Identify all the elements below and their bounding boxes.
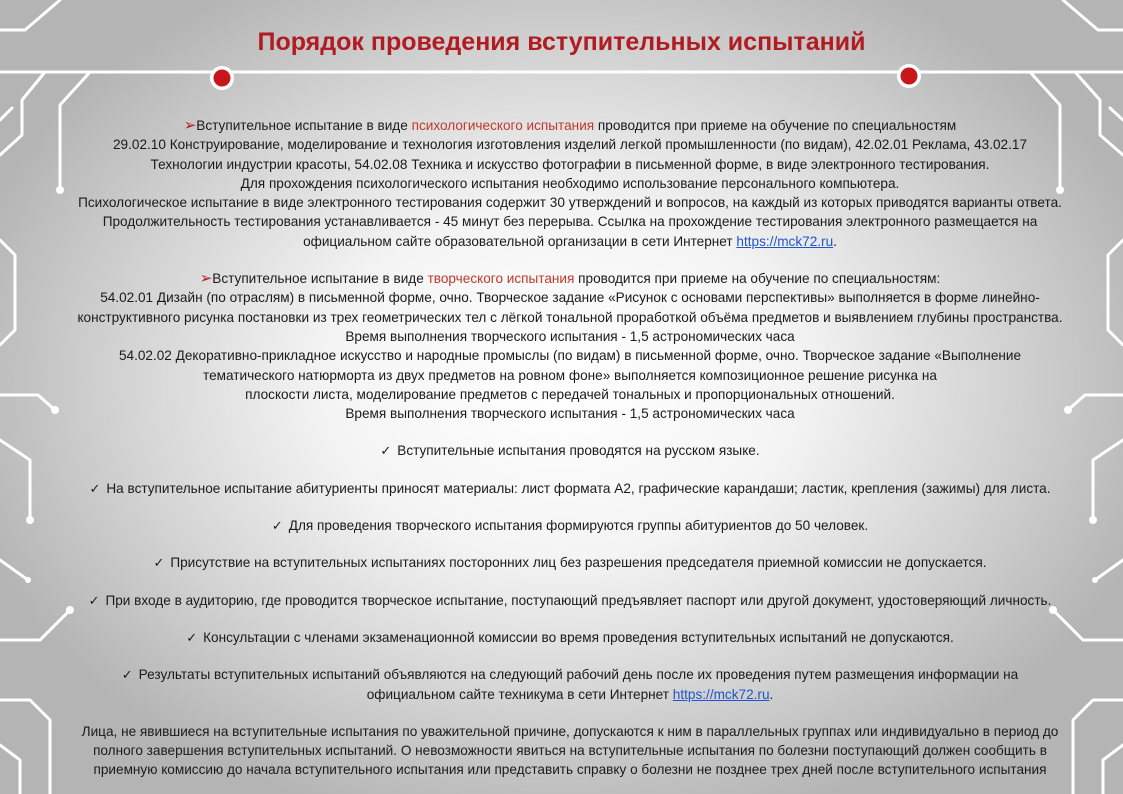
check-item: ✓ Присутствие на вступительных испытаниях посторонних лиц без разрешения председателя приемной комиссии не допускается.	[153, 555, 987, 571]
check-icon: ✓	[88, 592, 100, 608]
red-node-left	[214, 70, 231, 87]
arrow-bullet-icon: ➢	[183, 117, 197, 134]
arrow-bullet-icon: ➢	[199, 270, 213, 288]
check-icon: ✓	[380, 443, 392, 459]
psych-line: Психологическое испытание в виде электронного тестирования содержит 30 утверждений и вопросов, на каждый из которых приводятся варианты ответа.	[78, 195, 1062, 211]
mck72-link[interactable]: https://mck72.ru	[672, 686, 770, 702]
check-icon: ✓	[89, 480, 101, 496]
circuit-trace	[1108, 240, 1123, 345]
final-line: полного завершения вступительных испытаний. О невозможности явиться на вступительные испытания по болезни поступающий должен сообщить в	[93, 743, 1047, 759]
psych-highlight: психологического испытания	[411, 118, 595, 133]
page-title: Порядок проведения вступительных испытаний	[257, 28, 866, 56]
circuit-trace	[1110, 108, 1123, 120]
creative-line: 54.02.01 Дизайн (по отраслям) в письменной форме, очно. Творческое задание «Рисунок с основами перспективы» выполняется в форме линейно-	[100, 290, 1040, 306]
check-icon: ✓	[271, 518, 283, 534]
check-icon: ✓	[121, 667, 133, 683]
psych-line: Для прохождения психологического испытания необходимо использование персонального компьютера.	[240, 175, 900, 191]
check-item: ✓ Для проведения творческого испытания формируются группы абитуриентов до 50 человек.	[271, 518, 869, 534]
creative-highlight: творческого испытания	[427, 271, 575, 287]
psych-line: 29.02.10 Конструирование, моделирование и технология изготовления изделий легкой промышленности (по видам), 42.02.01 Реклама, 43.02.17	[113, 137, 1027, 153]
final-paragraph	[30, 722, 1110, 780]
psych-line: Технологии индустрии красоты, 54.02.08 Техника и искусство фотографии в письменной форме, в виде электронного тестирования.	[150, 156, 990, 172]
check-item: ✓ При входе в аудиторию, где проводится творческое испытание, поступающий предъявляет паспорт или другой документ, удостоверяющий личность.	[88, 592, 1052, 608]
circuit-trace	[1063, 0, 1123, 30]
creative-line: 54.02.02 Декоративно-прикладное искусство и народные промыслы (по видам) в письменной форме, очно. Творческое задание «Выполнение	[118, 348, 1022, 364]
creative-line: Время выполнения творческого испытания - 1,5 астрономических часа	[345, 328, 795, 344]
circuit-trace	[0, 440, 30, 520]
psych-section	[30, 116, 1110, 251]
check-item-results: ✓ Результаты вступительных испытаний объявляются на следующий рабочий день после их проведения путем размещения информации на	[121, 667, 1019, 683]
psych-line: Продолжительность тестирования устанавливается - 45 минут без перерыва. Ссылка на прохождение тестирования электронного размещается на	[102, 214, 1038, 230]
circuit-trace	[0, 560, 28, 580]
psych-link-line: официальном сайте образовательной организации в сети Интернет https://mck72.ru.	[303, 233, 837, 249]
red-node-right	[901, 68, 918, 85]
check-icon: ✓	[153, 555, 165, 571]
circuit-trace	[0, 108, 12, 120]
creative-line: конструктивного рисунка постановки из трех геометрических тел с лёгкой тональной проработкой объёма предметов и выявлением глубины пространства.	[77, 309, 1063, 325]
check-item: ✓ Вступительные испытания проводятся на русском языке.	[380, 443, 760, 459]
psych-intro: ➢Вступительное испытание в виде психологического испытания проводится при приеме на обучение по специальностям	[183, 117, 957, 134]
circuit-trace	[0, 0, 60, 30]
circuit-trace	[0, 745, 20, 794]
creative-line: плоскости листа, моделирование предметов с передачей тональных и пропорциональных отношений.	[245, 386, 895, 402]
circuit-trace	[0, 240, 15, 345]
creative-line: тематического натюрморта из двух предметов на ровном фоне» выполняется композиционное решение рисунка на	[203, 367, 937, 383]
results-link-line: официальном сайте техникума в сети Интернет https://mck72.ru.	[366, 686, 774, 702]
creative-line: Время выполнения творческого испытания - 1,5 астрономических часа	[345, 406, 795, 422]
check-item: ✓ На вступительное испытание абитуриенты приносят материалы: лист формата А2, графические карандаши; ластик, крепления (зажимы) для листа.	[89, 480, 1051, 496]
final-line: приемную комиссию до начала вступительного испытания или представить справку о болезни не позднее трех дней после вступительного испытания	[93, 762, 1047, 778]
final-line: Лица, не явившиеся на вступительные испытания по уважительной причине, допускаются к ним в параллельных группах или индивидуально в период до	[81, 723, 1059, 739]
mck72-link[interactable]: https://mck72.ru	[736, 233, 834, 249]
check-icon: ✓	[186, 629, 198, 645]
content	[30, 116, 1110, 780]
creative-intro: ➢Вступительное испытание в виде творческого испытания проводится при приеме на обучение по специальностям:	[199, 270, 941, 288]
check-item: ✓ Консультации с членами экзаменационной комиссии во время проведения вступительных испытаний не допускаются.	[186, 629, 954, 645]
creative-section	[30, 269, 1110, 423]
